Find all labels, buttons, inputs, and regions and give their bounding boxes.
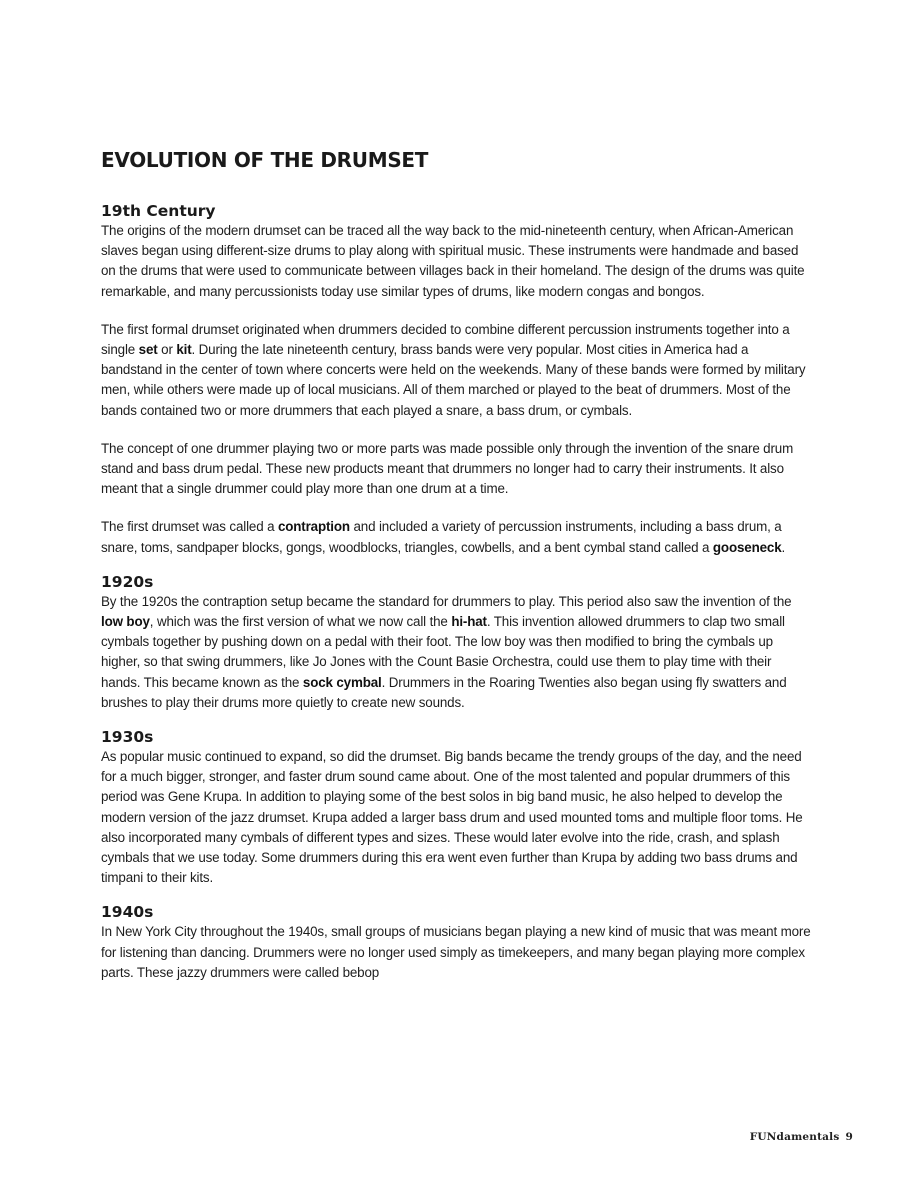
paragraph — [101, 221, 813, 302]
bold-term-contraption: contraption — [277, 519, 350, 535]
bold-term-sock-cymbal: sock cymbal — [302, 674, 382, 690]
paragraph-text: . This invention allowed drummers to clap two small cymbals together by pushing down on a pedal with their foot. The low boy was then modified to bring the cymbals up higher, so that swing drummers, like Jo Jones with the Count Basie Orchestra, could use them to play time with their hands. This became known as the — [101, 614, 785, 690]
paragraph — [101, 517, 813, 557]
paragraph-text: . During the late nineteenth century, brass bands were very popular. Most cities in America had a bandstand in the center of town where concerts were held on the weekends. Many of these bands were formed by military men, while others were made up of local musicians. All of them marched or played to the beat of drummers. Most of the bands contained two or more drummers that each played a snare, a bass drum, or cymbals. — [101, 342, 806, 418]
page-title: EVOLUTION OF THE DRUMSET — [101, 148, 429, 172]
paragraph-text: As popular music continued to expand, so did the drumset. Big bands became the trendy groups of the day, and the need for a much bigger, stronger, and faster drum sound came about. One of the most talented and popular drummers of this period was Gene Krupa. In addition to playing some of the best solos in big band music, he also helped to develop the modern version of the jazz drumset. Krupa added a larger bass drum and used mounted toms and multiple floor toms. He also incorporated many cymbals of different types and sizes. These would later evolve into the ride, crash, and splash cymbals that we use today. Some drummers during this era went even further than Krupa by adding two bass drums and timpani to their kits. — [101, 749, 803, 886]
paragraph-text: In New York City throughout the 1940s, small groups of musicians began playing a new kind of music that was meant more for listening than dancing. Drummers were no longer used simply as timekeepers, and many began playing more complex parts. These jazzy drummers were called bebop — [101, 924, 811, 980]
paragraph-text: or — [157, 342, 177, 358]
footer-book-title: FUNdamentals — [749, 1131, 840, 1143]
bold-term-low-boy: low boy — [101, 614, 150, 630]
paragraph — [101, 439, 813, 500]
page-number: 9 — [845, 1131, 853, 1143]
page-footer — [750, 1131, 853, 1143]
paragraph-text: The first drumset was called a — [101, 519, 278, 535]
paragraph-text: By the 1920s the contraption setup became the standard for drummers to play. This period also saw the invention of the — [101, 593, 792, 609]
paragraph — [101, 592, 813, 713]
paragraph-text: , which was the first version of what we now call the — [149, 614, 452, 630]
paragraph-text: The concept of one drummer playing two or more parts was made possible only through the invention of the snare drum stand and bass drum pedal. These new products meant that drummers no longer had to carry their instruments. It also meant that a single drummer could play more than one drum at a time. — [101, 440, 794, 497]
bold-term-set: set — [138, 342, 158, 358]
paragraph-text: The first formal drumset originated when drummers decided to combine different percussion instruments together into a single — [101, 321, 790, 358]
section-heading-1920s: 1920s — [101, 572, 154, 591]
section-heading-19th-century: 19th Century — [101, 202, 216, 220]
paragraph-text: . Drummers in the Roaring Twenties also began using fly swatters and brushes to play their drums more quietly to create new sounds. — [101, 674, 787, 710]
paragraph-text: The origins of the modern drumset can be traced all the way back to the mid-nineteenth century, when African-American slaves began using different-size drums to play along with spiritual music. These instruments were handmade and based on the drums that were used to communicate between villages back in their homeland. The design of the drums was quite remarkable, and many percussionists today use similar types of drums, like modern congas and bongos. — [101, 223, 805, 299]
bold-term-hi-hat: hi-hat — [451, 614, 487, 630]
paragraph — [101, 747, 813, 888]
bold-term-gooseneck: gooseneck — [712, 539, 782, 555]
paragraph — [101, 922, 813, 983]
section-heading-1930s: 1930s — [101, 728, 154, 747]
paragraph-text: and included a variety of percussion instruments, including a bass drum, a snare, toms, sandpaper blocks, gongs, woodblocks, triangles, cowbells, and a bent cymbal stand called a — [101, 519, 782, 555]
paragraph — [101, 320, 813, 421]
paragraph-text: . — [781, 539, 786, 555]
page-content — [101, 146, 813, 983]
bold-term-kit: kit — [176, 342, 192, 358]
section-heading-1940s: 1940s — [101, 903, 154, 922]
